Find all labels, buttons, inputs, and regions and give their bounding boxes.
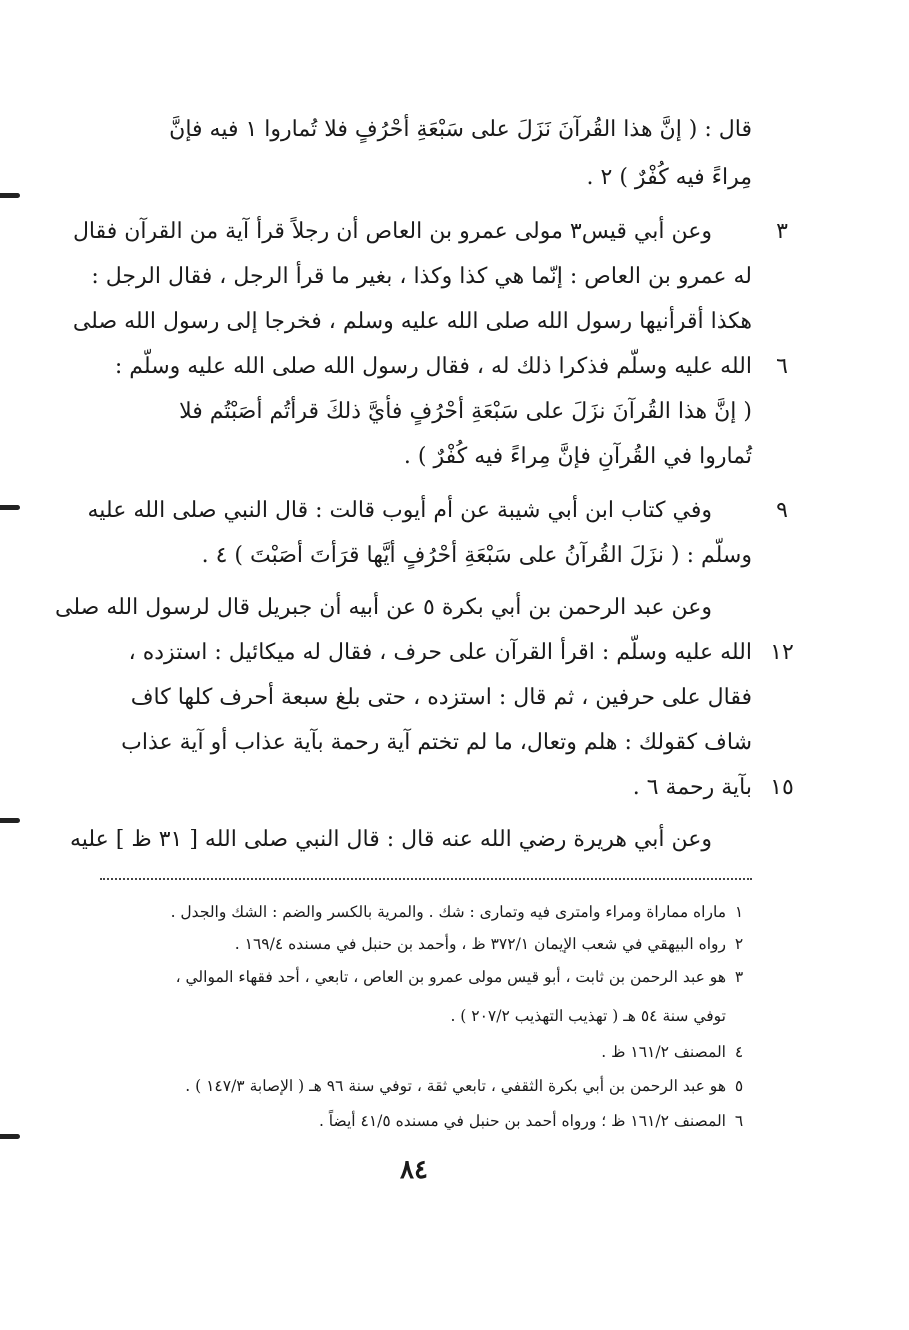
line-number: ٦ — [776, 354, 788, 379]
line-number: ٩ — [776, 498, 788, 523]
footnote-text: ماراه مماراة ومراء وامترى فيه وتمارى : شك . والمرية بالكسر والضم : الشك والجدل . — [170, 903, 726, 921]
text-line: وفي كتاب ابن أبي شيبة عن أم أيوب قالت : قال النبي صلى الله عليه — [87, 498, 712, 523]
text-line: بآية رحمة ٦ . — [632, 775, 752, 800]
footnote-number: ٥ — [734, 1077, 744, 1095]
footnote-text: المصنف ١٦١/٢ ظ . — [601, 1043, 726, 1061]
text-line: قال : ( إنَّ هذا القُرآنَ نَزَلَ على سَبْعَةِ أحْرُفٍ فلا تُماروا ١ فيه فإنَّ — [169, 117, 752, 142]
text-line: تُماروا في القُرآنِ فإنَّ مِراءً فيه كُفْرٌ ) . — [403, 444, 752, 469]
scan-edge-mark — [0, 193, 20, 198]
text-line: مِراءً فيه كُفْرٌ ) ٢ . — [586, 165, 752, 190]
text-line: وعن عبد الرحمن بن أبي بكرة ٥ عن أبيه أن جبريل قال لرسول الله صلى — [55, 595, 712, 620]
text-line: هكذا أقرأنيها رسول الله صلى الله عليه وسلم ، فخرجا إلى رسول الله صلى — [72, 309, 752, 334]
text-line: وعن أبي قيس٣ مولى عمرو بن العاص أن رجلاً قرأ آية من القرآن فقال — [72, 219, 712, 244]
text-line: ( إنَّ هذا القُرآنَ نزَلَ على سَبْعَةِ أحْرُفٍ فأيَّ ذلكَ قرأتُم أصَبْتُم فلا — [179, 399, 752, 424]
line-number: ١٢ — [770, 640, 794, 665]
footnote-text: هو عبد الرحمن بن أبي بكرة الثقفي ، تابعي ثقة ، توفي سنة ٩٦ هـ ( الإصابة ١٤٧/٣ ) . — [185, 1077, 726, 1095]
footnote-number — [728, 1000, 750, 1032]
footnote-text: المصنف ١٦١/٢ ظ ؛ ورواه أحمد بن حنبل في مسنده ٤١/٥ أيضاً . — [318, 1112, 726, 1130]
footnote-number: ٣ — [734, 968, 744, 986]
footnote-text: هو عبد الرحمن بن ثابت ، أبو قيس مولى عمرو بن العاص ، تابعي ، أحد فقهاء الموالي ، — [175, 968, 726, 986]
footnote-number: ١ — [734, 903, 744, 921]
footnote-divider — [100, 878, 752, 880]
text-line: الله عليه وسلّم فذكرا ذلك له ، فقال رسول الله صلى الله عليه وسلّم : — [114, 354, 752, 379]
footnote-number: ٢ — [734, 935, 744, 953]
footnote-number: ٦ — [734, 1112, 744, 1130]
footnote-number: ٤ — [734, 1043, 744, 1061]
line-number: ٣ — [776, 219, 788, 244]
text-line: فقال على حرفين ، ثم قال : استزده ، حتى بلغ سبعة أحرف كلها كاف — [130, 685, 752, 710]
text-line: شاف كقولك : هلم وتعال، ما لم تختم آية رحمة بآية عذاب أو آية عذاب — [121, 730, 752, 755]
scan-edge-mark — [0, 1134, 20, 1139]
scan-edge-mark — [0, 818, 20, 823]
text-line: الله عليه وسلّم : اقرأ القرآن على حرف ، فقال له ميكائيل : استزده ، — [128, 640, 752, 665]
footnote-text: توفي سنة ٥٤ هـ ( تهذيب التهذيب ٢٠٧/٢ ) . — [450, 1007, 726, 1025]
text-line: وسلّم : ( نزَلَ القُرآنُ على سَبْعَةِ أحْرُفٍ أيَّها قرَأتَ أصَبْتَ ) ٤ . — [201, 543, 752, 568]
footnote-text: رواه البيهقي في شعب الإيمان ٣٧٢/١ ظ ، وأحمد بن حنبل في مسنده ١٦٩/٤ . — [234, 935, 726, 953]
page-number: ٨٤ — [400, 1155, 428, 1185]
line-number: ١٥ — [770, 775, 794, 800]
scan-edge-mark — [0, 505, 20, 510]
text-line: وعن أبي هريرة رضي الله عنه قال : قال النبي صلى الله [ ٣١ ظ ] عليه — [69, 827, 712, 852]
text-line: له عمرو بن العاص : إنّما هي كذا وكذا ، بغير ما قرأ الرجل ، فقال الرجل : — [91, 264, 752, 289]
